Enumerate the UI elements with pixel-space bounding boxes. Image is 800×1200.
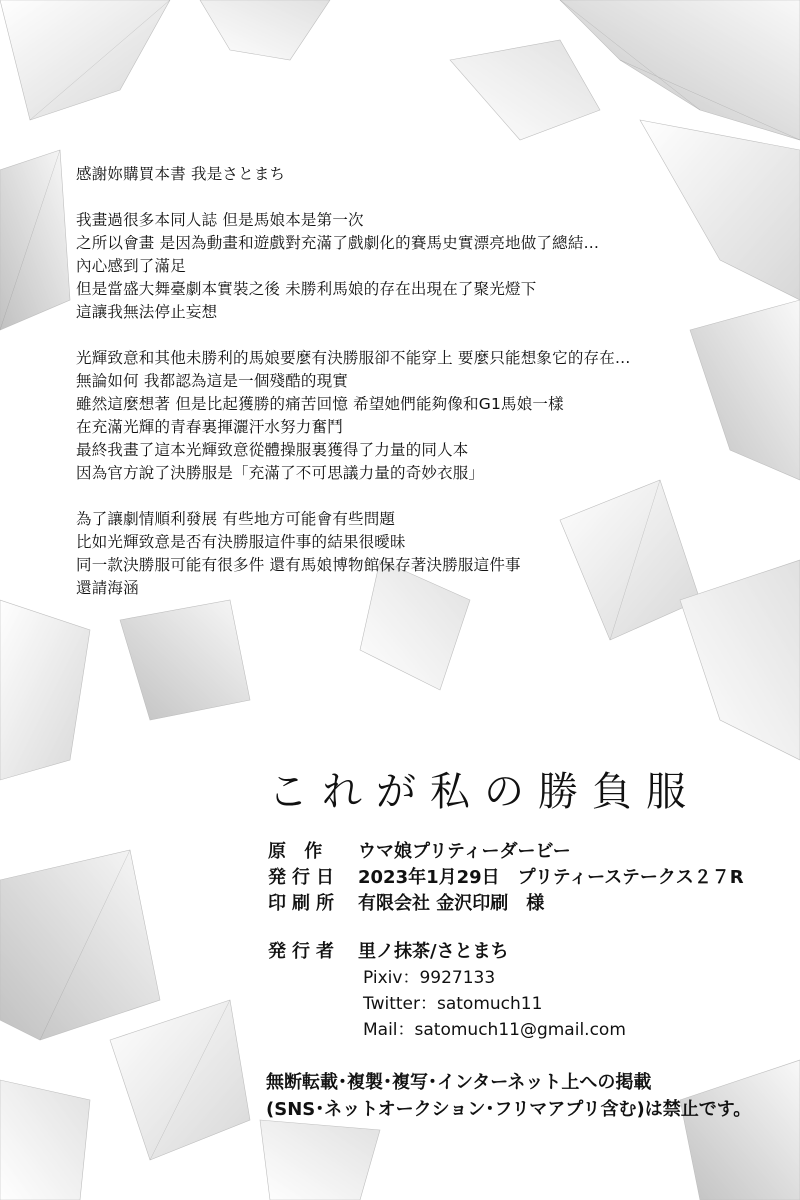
notice-line-1: 無断転載･複製･複写･インターネット上への掲載 (266, 1072, 652, 1093)
afterword-line: 因為官方說了決勝服是「充滿了不可思議力量的奇妙衣服」 (76, 464, 485, 482)
publish-date-value: 2023年1月29日 プリティーステークス２７R (358, 867, 744, 888)
original-work-row (268, 839, 788, 865)
afterword-line: 內心感到了滿足 (76, 257, 186, 275)
afterword-line: 最終我畫了這本光輝致意從體操服裏獲得了力量的同人本 (76, 441, 469, 459)
printer-label: 印刷所 (268, 893, 340, 914)
original-work-value: ウマ娘プリティーダービー (358, 841, 571, 862)
pixiv-line: Pixiv：9927133 (363, 968, 496, 988)
afterword-line: 之所以會畫 是因為動畫和遊戲對充滿了戲劇化的賽馬史實漂亮地做了總結… (76, 234, 600, 252)
afterword-text (76, 163, 776, 623)
afterword-line: 雖然這麼想著 但是比起獲勝的痛苦回憶 希望她們能夠像和G1馬娘一樣 (76, 395, 564, 413)
afterword-line: 光輝致意和其他未勝利的馬娘要麼有決勝服卻不能穿上 要麼只能想象它的存在… (76, 349, 631, 367)
publisher-row (268, 939, 788, 965)
afterword-line: 但是當盛大舞臺劇本實裝之後 未勝利馬娘的存在出現在了聚光燈下 (76, 280, 537, 298)
afterword-paragraph-4 (76, 508, 776, 600)
afterword-paragraph-3 (76, 347, 776, 485)
afterword-line: 這讓我無法停止妄想 (76, 303, 218, 321)
afterword-line: 感謝妳購買本書 我是さとまち (76, 165, 286, 183)
publish-date-row (268, 865, 788, 891)
afterword-line: 同一款決勝服可能有很多件 還有馬娘博物館保存著決勝服這件事 (76, 556, 521, 574)
publish-date-label: 発行日 (268, 867, 340, 888)
twitter-line: Twitter：satomuch11 (363, 994, 543, 1014)
mail-line: Mail：satomuch11@gmail.com (363, 1020, 626, 1040)
original-work-label: 原 作 (268, 841, 329, 862)
printer-value: 有限会社 金沢印刷 様 (358, 893, 545, 914)
afterword-line: 無論如何 我都認為這是一個殘酷的現實 (76, 372, 349, 390)
afterword-line: 為了讓劇情順利發展 有些地方可能會有些問題 (76, 510, 396, 528)
afterword-line: 我畫過很多本同人誌 但是馬娘本是第一次 (76, 211, 364, 229)
copyright-notice (266, 1069, 788, 1123)
printer-row (268, 891, 788, 917)
afterword-line: 還請海涵 (76, 579, 139, 597)
notice-line-2: (SNS･ネットオークション･フリマアプリ含む)は禁止です。 (266, 1099, 752, 1120)
publisher-label: 発行者 (268, 941, 340, 962)
book-title: これが私の勝負服 (268, 769, 700, 815)
afterword-line: 比如光輝致意是否有決勝服這件事的結果很曖昧 (76, 533, 406, 551)
afterword-line: 在充滿光輝的青春裏揮灑汗水努力奮鬥 (76, 418, 343, 436)
publisher-value: 里ノ抹茶/さとまち (358, 941, 509, 962)
afterword-paragraph-2 (76, 209, 776, 324)
afterword-paragraph-1 (76, 163, 776, 186)
colophon (268, 760, 788, 1123)
